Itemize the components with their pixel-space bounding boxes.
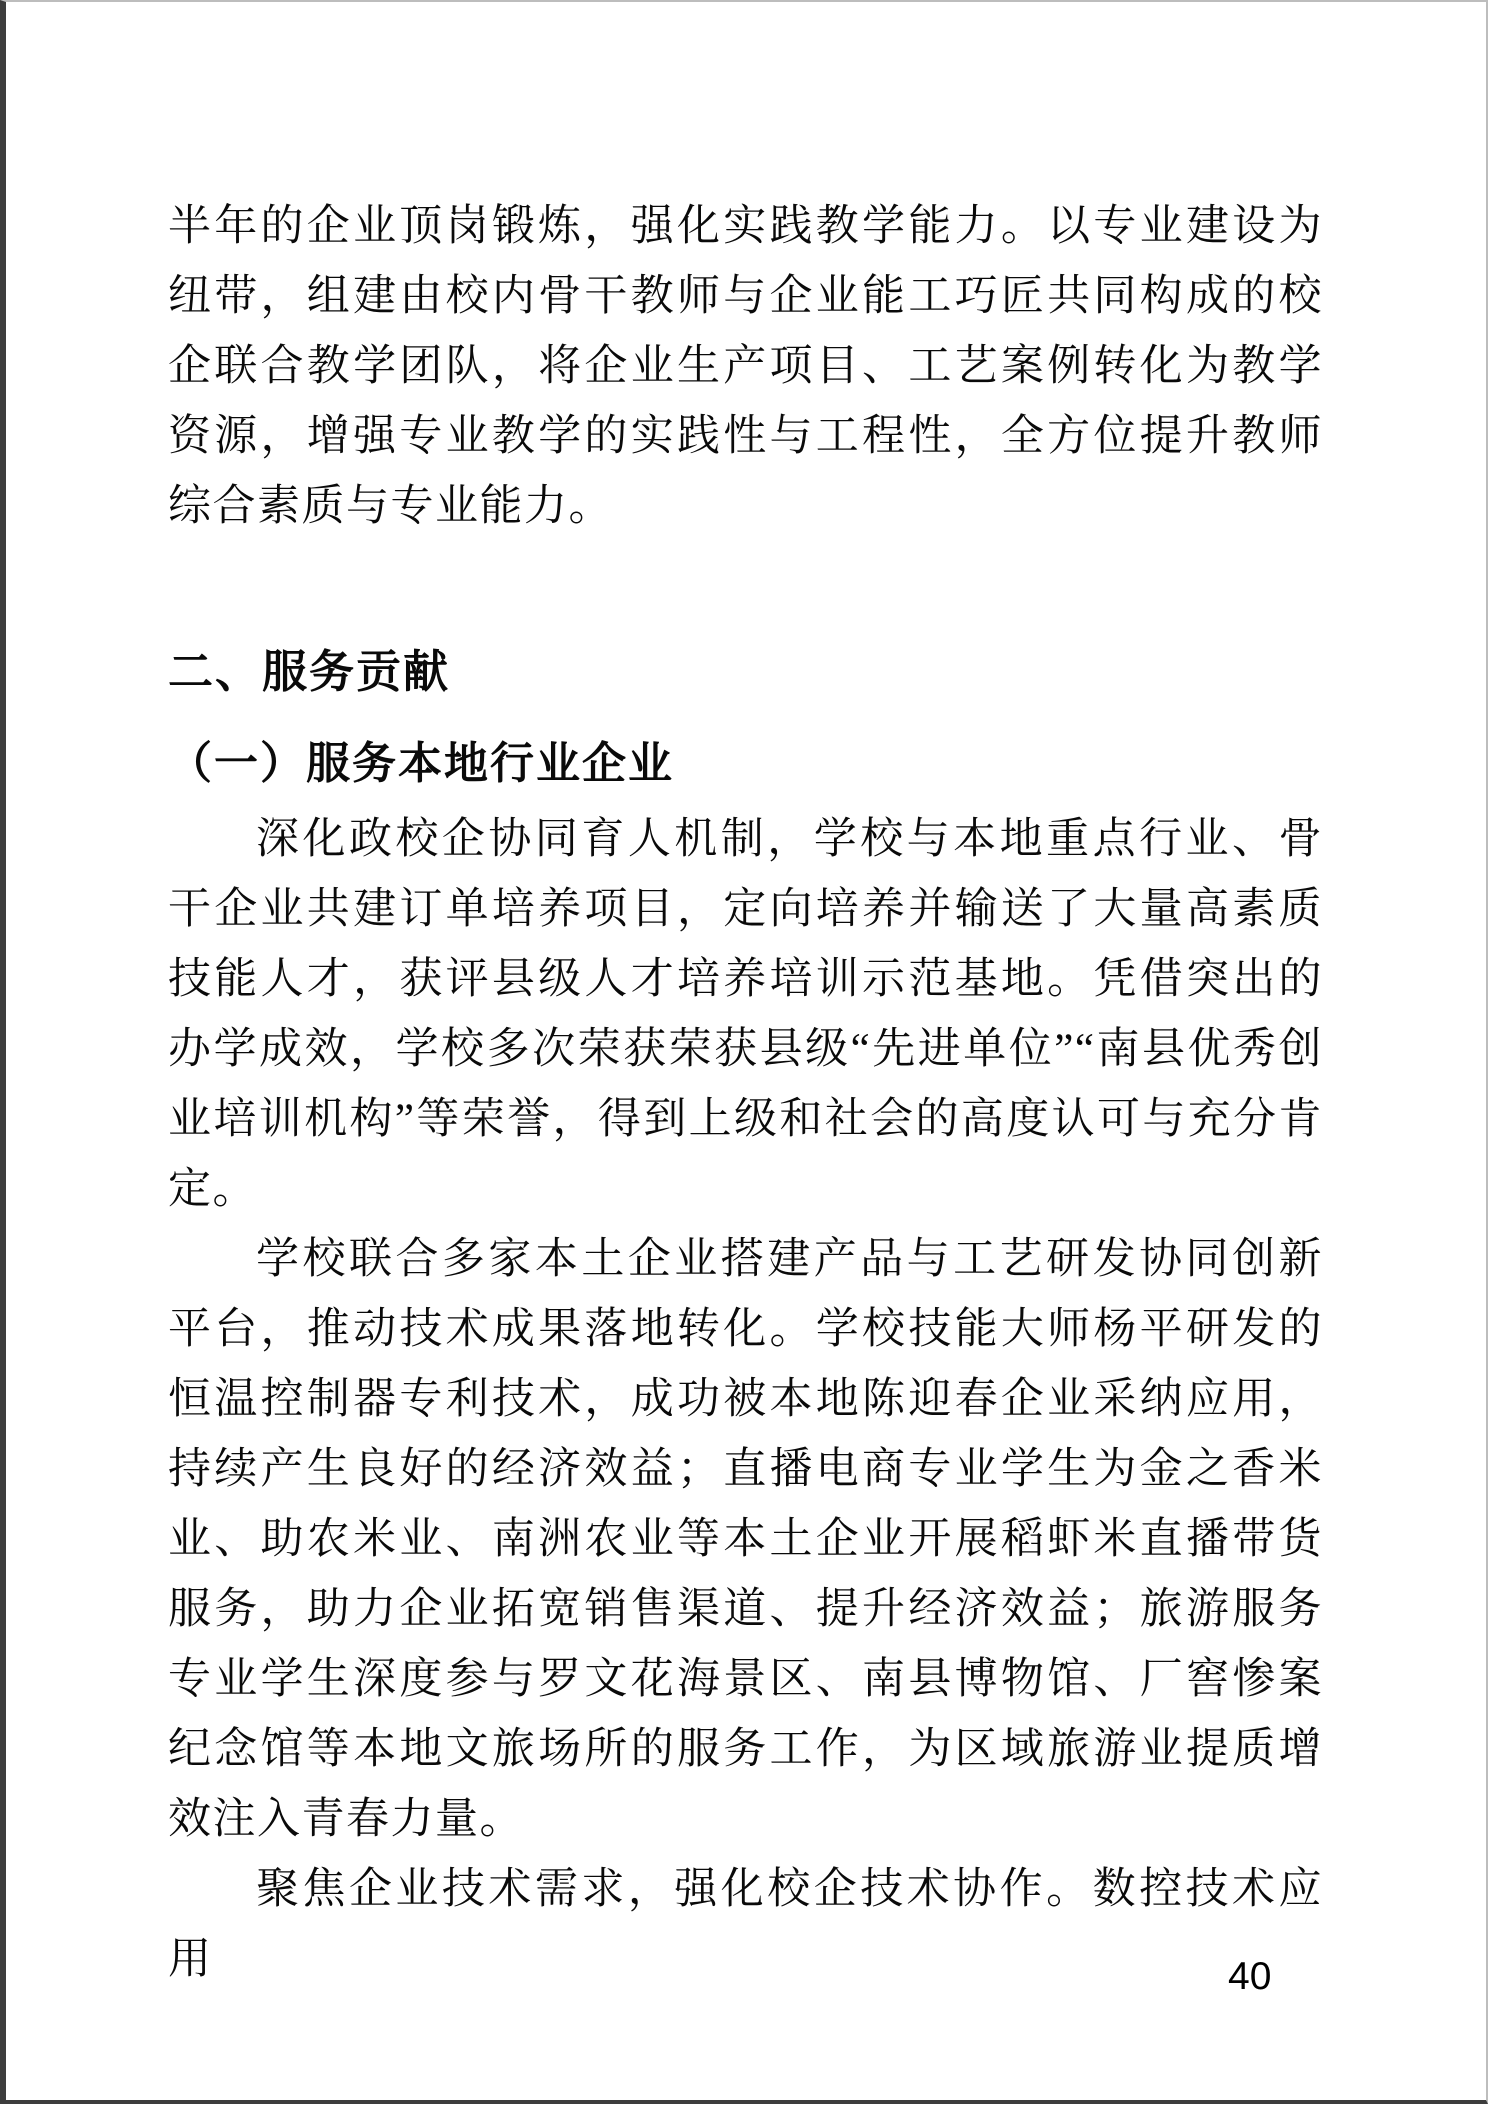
paragraph-continuation: 半年的企业顶岗锻炼，强化实践教学能力。以专业建设为纽带，组建由校内骨干教师与企业能工巧匠共同构成的校企联合教学团队，将企业生产项目、工艺案例转化为教学资源，增强专业教学的实践性与工程性，全方位提升教师综合素质与专业能力。	[168, 203, 1323, 530]
paragraph-serve-local: 深化政校企协同育人机制，学校与本地重点行业、骨干企业共建订单培养项目，定向培养并输送了大量高素质技能人才，获评县级人才培养培训示范基地。凭借突出的办学成效，学校多次荣获荣获县级“先进单位”“南县优秀创业培训机构”等荣誉，得到上级和社会的高度认可与充分肯定。	[168, 816, 1323, 1213]
paragraph-enterprise-technology: 聚焦企业技术需求，强化校企技术协作。数控技术应用	[168, 1866, 1323, 1983]
page-number: 40	[1228, 1955, 1272, 1998]
section-heading-service-contribution: 二、服务贡献	[168, 647, 451, 697]
page-content	[168, 192, 1323, 1995]
sub-heading-serve-local-enterprises: （一）服务本地行业企业	[168, 739, 674, 788]
paragraph-collaborative-innovation: 学校联合多家本土企业搭建产品与工艺研发协同创新平台，推动技术成果落地转化。学校技能大师杨平研发的恒温控制器专利技术，成功被本地陈迎春企业采纳应用，持续产生良好的经济效益；直播电商专业学生为金之香米业、助农米业、南洲农业等本土企业开展稻虾米直播带货服务，助力企业拓宽销售渠道、提升经济效益；旅游服务专业学生深度参与罗文花海景区、南县博物馆、厂窖惨案纪念馆等本地文旅场所的服务工作，为区域旅游业提质增效注入青春力量。	[168, 1236, 1323, 1843]
